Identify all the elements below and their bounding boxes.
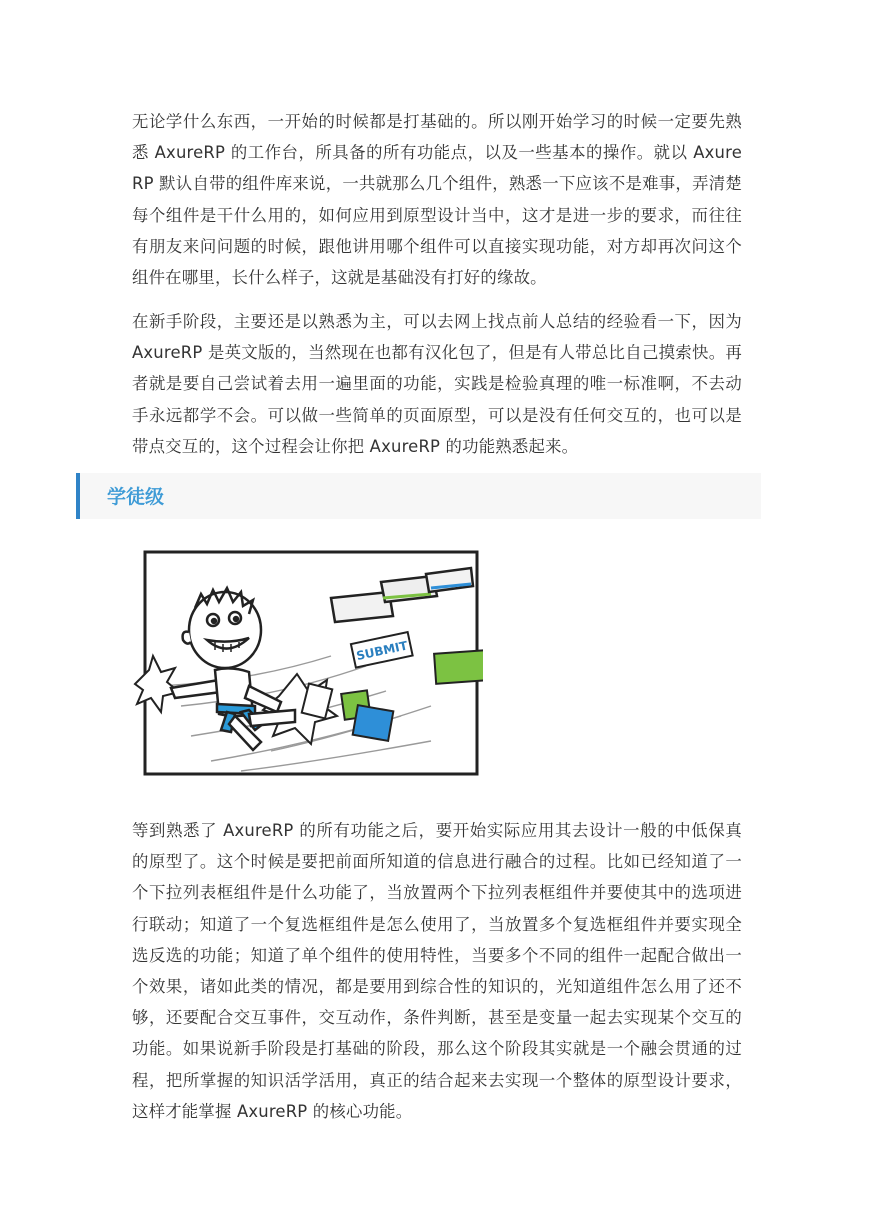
intro-paragraph: 无论学什么东西，一开始的时候都是打基础的。所以刚开始学习的时候一定要先熟悉 AxureRP 的工作台，所具备的所有功能点，以及一些基本的操作。就以 AxureRP 默认自带的组件库来说，一共就那么几个组件，熟悉一下应该不是难事，弄清楚每个组件是干什么用的，如何应用到原型设计当中，这才是进一步的要求，而往往有朋友来问问题的时候，跟他讲用哪个组件可以直接实现功能，对方却再次问这个组件在哪里，长什么样子，这就是基础没有打好的缘故。 <box>132 112 742 288</box>
section-heading-apprentice <box>76 473 761 519</box>
illustration-svg <box>131 546 483 784</box>
beginner-stage-paragraph: 在新手阶段，主要还是以熟悉为主，可以去网上找点前人总结的经验看一下，因为 AxureRP 是英文版的，当然现在也都有汉化包了，但是有人带总比自己摸索快。再者就是要自己尝试着去用一遍里面的功能，实践是检验真理的唯一标准啊，不去动手永远都学不会。可以做一些简单的页面原型，可以是没有任何交互的，也可以是带点交互的，这个过程会让你把 AxureRP 的功能熟悉起来。 <box>132 312 742 456</box>
blue-card <box>353 705 394 741</box>
section-heading-text: 学徒级 <box>107 486 165 508</box>
karate-kid-illustration <box>131 546 483 784</box>
apprentice-stage-paragraph: 等到熟悉了 AxureRP 的所有功能之后，要开始实际应用其去设计一般的中低保真的原型了。这个时候是要把前面所知道的信息进行融合的过程。比如已经知道了一个下拉列表框组件是什么功能了，当放置两个下拉列表框组件并要使其中的选项进行联动；知道了一个复选框组件是怎么使用了，当放置多个复选框组件并要实现全选反选的功能；知道了单个组件的使用特性，当要多个不同的组件一起配合做出一个效果，诸如此类的情况，都是要用到综合性的知识的，光知道组件怎么用了还不够，还要配合交互事件，交互动作，条件判断，甚至是变量一起去实现某个交互的功能。如果说新手阶段是打基础的阶段，那么这个阶段其实就是一个融会贯通的过程，把所掌握的知识活学活用，真正的结合起来去实现一个整体的原型设计要求，这样才能掌握 AxureRP 的核心功能。 <box>132 821 742 1121</box>
submit-label: SUBMIT <box>355 638 409 664</box>
green-card <box>434 650 483 683</box>
